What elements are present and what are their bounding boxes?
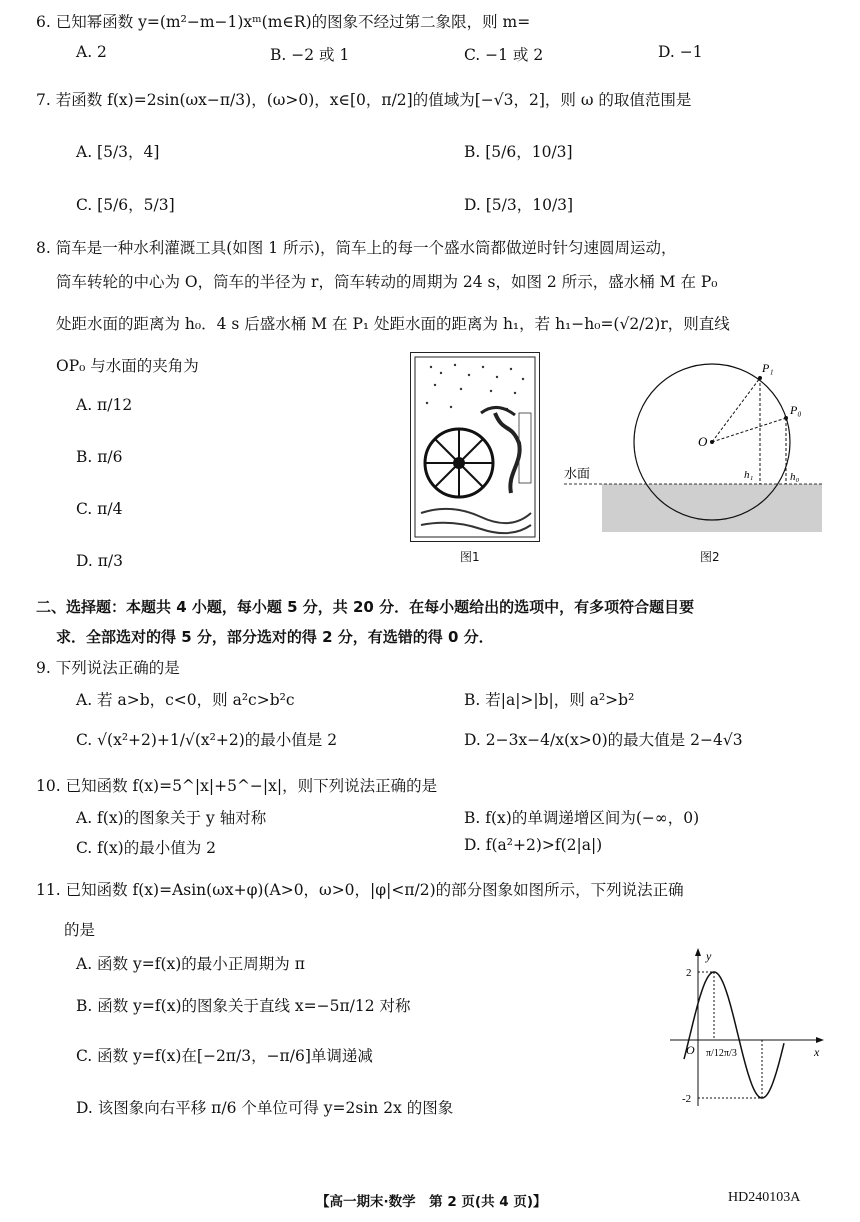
q8-line-2: 筒车转轮的中心为 O，筒车的半径为 r，筒车转动的周期为 24 s，如图 2 所示，盛水桶 M 在 P₀ — [56, 273, 718, 291]
q6-option-d: D. −1 — [658, 43, 703, 61]
q9-stem: 9. 下列说法正确的是 — [36, 659, 180, 677]
q11-option-d: D. 该图象向右平移 π/6 个单位可得 y=2sin 2x 的图象 — [76, 1099, 454, 1117]
q10-option-a: A. f(x)的图象关于 y 轴对称 — [76, 809, 267, 827]
q10-option-c: C. f(x)的最小值为 2 — [76, 839, 217, 857]
q7-option-d: D. [5/3，10/3] — [464, 196, 574, 214]
figure-2-caption: 图2 — [700, 550, 720, 564]
q8-option-b: B. π/6 — [76, 448, 123, 466]
q8-option-a: A. π/12 — [76, 396, 133, 414]
q6-stem: 6. 已知幂函数 y=(m²−m−1)xᵐ(m∈R)的图象不经过第二象限，则 m= — [36, 13, 531, 31]
q11-option-c: C. 函数 y=f(x)在[−2π/3，−π/6]单调递减 — [76, 1047, 373, 1065]
q9-option-d: D. 2−3x−4/x(x>0)的最大值是 2−4√3 — [464, 731, 743, 749]
x-axis-label: x — [814, 1045, 820, 1059]
q6-option-b: B. −2 或 1 — [270, 46, 350, 64]
q11-option-a: A. 函数 y=f(x)的最小正周期为 π — [76, 955, 305, 973]
p0-label: P₀ — [790, 403, 802, 417]
q7-stem: 7. 若函数 f(x)=2sin(ωx−π/3)，(ω>0)，x∈[0，π/2]的值域为[−√3，2]，则 ω 的取值范围是 — [36, 91, 692, 109]
water-surface-label: 水面 — [564, 467, 591, 482]
q6-option-a: A. 2 — [76, 43, 107, 61]
waterwheel-illustration — [410, 352, 540, 542]
center-label: O — [698, 434, 708, 449]
q11-stem: 11. 已知函数 f(x)=Asin(ωx+φ)(A>0，ω>0，|φ|<π/2)的部分图象如图所示，下列说法正确 — [36, 881, 684, 899]
q10-option-b: B. f(x)的单调递增区间为(−∞，0) — [464, 809, 700, 827]
sine-graph — [666, 946, 826, 1114]
q9-option-b: B. 若|a|>|b|，则 a²>b² — [464, 691, 635, 709]
waterwheel-diagram — [556, 352, 824, 564]
q9-option-a: A. 若 a>b，c<0，则 a²c>b²c — [76, 691, 295, 709]
q8-line-3: 处距水面的距离为 h₀．4 s 后盛水桶 M 在 P₁ 处距水面的距离为 h₁，若 h₁−h₀=(√2/2)r，则直线 — [56, 315, 730, 333]
q9-option-c: C. √(x²+2)+1/√(x²+2)的最小值是 2 — [76, 731, 338, 749]
y-max-label: 2 — [686, 967, 692, 979]
q11-stem-cont: 的是 — [64, 921, 96, 939]
q7-option-a: A. [5/3，4] — [76, 143, 160, 161]
q6-option-c: C. −1 或 2 — [464, 46, 544, 64]
page-code: HD240103A — [728, 1190, 801, 1205]
q7-option-b: B. [5/6，10/3] — [464, 143, 573, 161]
q8-option-d: D. π/3 — [76, 552, 123, 570]
p1-label: P₁ — [762, 361, 774, 375]
h1-label: h₁ — [744, 469, 754, 481]
q8-option-c: C. π/4 — [76, 500, 123, 518]
q8-line-4: OP₀ 与水面的夹角为 — [56, 357, 199, 375]
page-footer-title: 【高一期末·数学 第 2 页(共 4 页)】 — [316, 1194, 547, 1210]
q10-option-d: D. f(a²+2)>f(2|a|) — [464, 836, 603, 854]
section-2-heading-line-2: 求．全部选对的得 5 分，部分选对的得 2 分，有选错的得 0 分． — [56, 628, 494, 646]
y-axis-label: y — [706, 949, 712, 963]
q7-option-c: C. [5/6，5/3] — [76, 196, 175, 214]
h0-label: h₀ — [790, 471, 800, 483]
tick-pi-12: π/12 — [706, 1048, 724, 1059]
origin-label: O — [686, 1043, 695, 1057]
q11-option-b: B. 函数 y=f(x)的图象关于直线 x=−5π/12 对称 — [76, 997, 411, 1015]
section-2-heading-line-1: 二、选择题：本题共 4 小题，每小题 5 分，共 20 分．在每小题给出的选项中，有多项符合题目要 — [36, 598, 695, 616]
q8-line-1: 8. 筒车是一种水利灌溉工具(如图 1 所示)，筒车上的每一个盛水筒都做逆时针匀速圆周运动， — [36, 239, 677, 257]
q10-stem: 10. 已知函数 f(x)=5^|x|+5^−|x|，则下列说法正确的是 — [36, 777, 438, 795]
tick-pi-3: π/3 — [724, 1048, 737, 1059]
y-min-label: -2 — [682, 1093, 692, 1105]
figure-1-caption: 图1 — [460, 550, 480, 564]
